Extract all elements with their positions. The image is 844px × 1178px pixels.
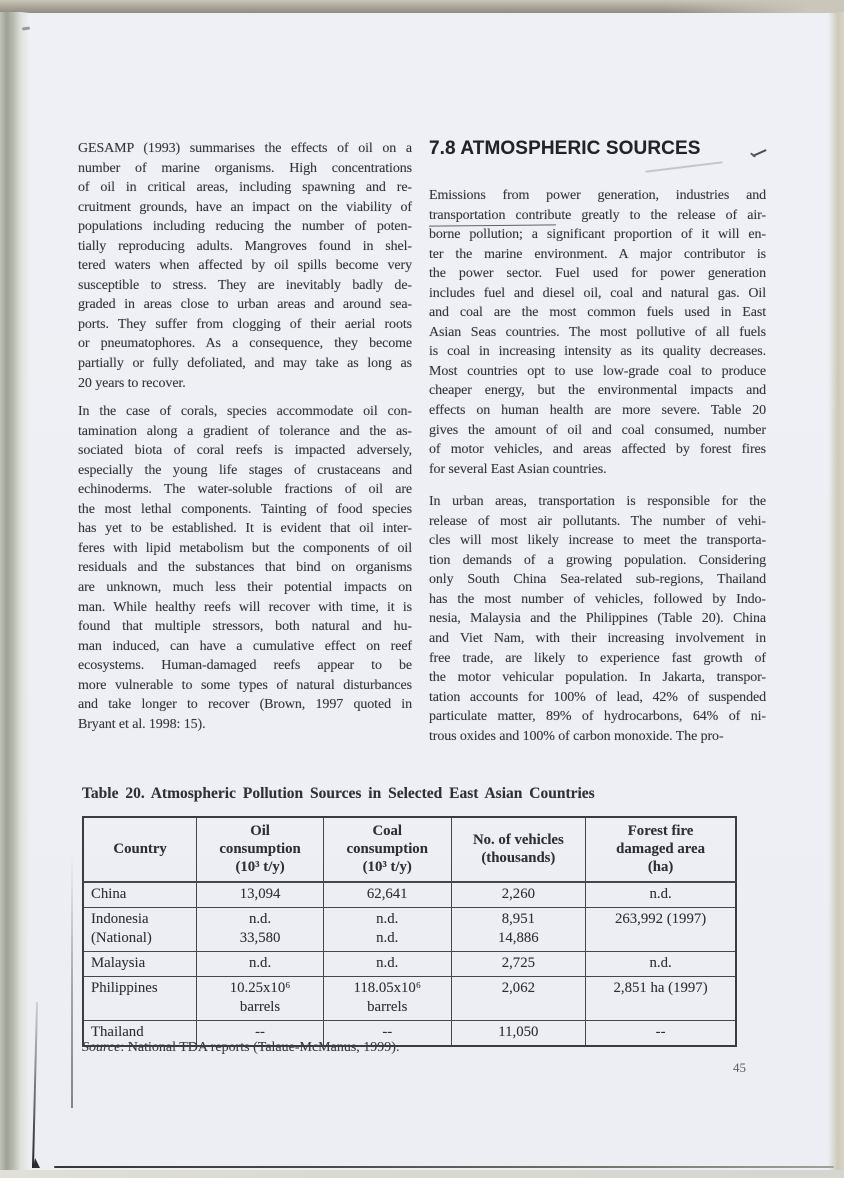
text-line: borne pollution; a significant proportion of it will en- bbox=[429, 227, 766, 243]
cell-line: n.d. bbox=[376, 955, 399, 972]
text-line: especially the young life stages of crustaceans and bbox=[78, 462, 412, 478]
page-right-edge-shadow bbox=[828, 12, 844, 1170]
text-line: In the case of corals, species accommodate oil con- bbox=[78, 404, 412, 420]
cell-line: 10.25x10⁶ bbox=[229, 980, 291, 997]
cell-line: n.d. bbox=[248, 911, 272, 928]
country-cell bbox=[83, 907, 197, 951]
text-line: of motor vehicles, and areas affected by forest fires bbox=[429, 442, 766, 458]
table-container bbox=[82, 816, 737, 1047]
cell-line: Malaysia bbox=[91, 955, 146, 972]
table-source-note bbox=[82, 1040, 399, 1056]
text-line: or pneumatophores. As a consequence, they become bbox=[78, 336, 412, 352]
cell-line: barrels bbox=[367, 999, 408, 1016]
source-label: Source bbox=[82, 1040, 121, 1055]
text-line: feres with lipid metabolism but the components of oil bbox=[78, 540, 412, 556]
text-line: the most lethal components. Tainting of food species bbox=[78, 501, 412, 517]
table-row bbox=[83, 907, 736, 951]
paragraph bbox=[78, 402, 412, 734]
paragraph bbox=[429, 186, 766, 479]
text-line: ter the marine environment. A major contributor is bbox=[429, 246, 766, 262]
table-header-row bbox=[83, 817, 736, 882]
text-line: and coal are the most common fuels used in East bbox=[429, 305, 766, 321]
text-line: has the most number of vehicles, followed by Indo- bbox=[429, 591, 766, 607]
text-line: particulate matter, 89% of hydrocarbons, 64% of ni- bbox=[429, 709, 766, 725]
value-cell bbox=[586, 907, 736, 951]
text-line: Emissions from power generation, industries and bbox=[429, 188, 766, 203]
column-header bbox=[323, 817, 451, 882]
text-line: ecosystems. Human-damaged reefs appear to be bbox=[78, 658, 412, 674]
value-cell bbox=[451, 1020, 586, 1046]
column-header bbox=[451, 817, 586, 882]
paragraph bbox=[78, 139, 412, 393]
cell-line: 14,886 bbox=[498, 930, 539, 947]
text-line: populations including reducing the number of poten- bbox=[78, 219, 412, 235]
text-line: cles will most likely increase to meet the transporta- bbox=[429, 533, 766, 549]
cell-line: (10³ t/y) bbox=[235, 859, 285, 876]
table-row bbox=[83, 976, 736, 1020]
cell-line: 33,580 bbox=[239, 930, 281, 947]
value-cell bbox=[451, 976, 586, 1020]
text-line: the motor vehicular population. In Jakarta, transpor- bbox=[429, 670, 766, 686]
text-line: release of most air pollutants. The number of vehi- bbox=[429, 513, 766, 529]
text-line: nesia, Malaysia and the Philippines (Table 20). China bbox=[429, 611, 766, 627]
pollution-sources-table bbox=[82, 816, 737, 1047]
cell-line: 8,951 bbox=[501, 911, 535, 928]
text-line: In urban areas, transportation is responsible for the bbox=[429, 494, 766, 510]
text-line: is coal in increasing intensity as its quality decreases. bbox=[429, 344, 766, 360]
value-cell bbox=[323, 951, 451, 976]
country-cell bbox=[83, 976, 197, 1020]
text-line: of oil in critical areas, including spawning and re- bbox=[78, 180, 412, 196]
section-heading: 7.8 ATMOSPHERIC SOURCES bbox=[429, 138, 701, 159]
value-cell bbox=[197, 951, 324, 976]
cell-line: (thousands) bbox=[481, 850, 556, 867]
cell-line: Philippines bbox=[91, 980, 158, 997]
cell-line: China bbox=[91, 886, 127, 903]
text-line: ports. They suffer from clogging of their aerial roots bbox=[78, 316, 412, 332]
cell-line: (National) bbox=[91, 930, 152, 947]
cell-line: barrels bbox=[239, 999, 281, 1016]
text-line: effects on human health are more severe. Table 20 bbox=[429, 403, 766, 419]
value-cell bbox=[323, 907, 451, 951]
text-line: tamination along a gradient of tolerance and the as- bbox=[78, 423, 412, 439]
text-line: Asian Seas countries. The most pollutive of all fuels bbox=[429, 324, 766, 340]
cell-line: damaged area bbox=[616, 841, 706, 858]
text-line: cruitment grounds, have an impact on the viability of bbox=[78, 199, 412, 215]
cell-line: n.d. bbox=[649, 886, 672, 903]
text-line: residuals and the substances that bind on organisms bbox=[78, 560, 412, 576]
cell-line: -- bbox=[655, 1024, 666, 1041]
cell-line: -- bbox=[382, 1024, 393, 1041]
text-line: more vulnerable to some types of natural disturbances bbox=[78, 677, 412, 693]
cell-line: Indonesia bbox=[91, 911, 149, 928]
column-header bbox=[586, 817, 736, 882]
text-line: tially reproducing adults. Mangroves found in shel- bbox=[78, 238, 412, 254]
text-line: and take longer to recover (Brown, 1997 quoted in bbox=[78, 697, 412, 713]
text-line: and Viet Nam, with their increasing involvement in bbox=[429, 631, 766, 647]
text-line: tation accounts for 100% of lead, 42% of suspended bbox=[429, 689, 766, 705]
value-cell bbox=[451, 951, 586, 976]
text-line: cheaper energy, but the environmental impacts and bbox=[429, 383, 766, 399]
value-cell bbox=[451, 907, 586, 951]
text-line: GESAMP (1993) summarises the effects of oil on a bbox=[78, 141, 412, 156]
value-cell bbox=[586, 951, 736, 976]
text-line: susceptible to stress. They are inevitably badly de- bbox=[78, 277, 412, 293]
text-line: are unknown, much less their potential impacts on bbox=[78, 580, 412, 596]
cell-line: Country bbox=[113, 841, 167, 858]
cell-line: 2,851 ha (1997) bbox=[613, 980, 708, 997]
text-line: Most countries opt to use low-grade coal to produce bbox=[429, 363, 766, 379]
text-line: found that multiple stressors, both natural and hu- bbox=[78, 619, 412, 635]
pen-mark-icon bbox=[750, 147, 768, 159]
right-column bbox=[429, 138, 766, 746]
cell-line: n.d. bbox=[248, 955, 272, 972]
column-header bbox=[197, 817, 324, 882]
text-line: includes fuel and diesel oil, coal and natural gas. Oil bbox=[429, 285, 766, 301]
text-line: echinoderms. The water-soluble fractions of oil are bbox=[78, 482, 412, 498]
cell-line: 2,725 bbox=[501, 955, 535, 972]
text-line: free trade, are likely to experience fast growth of bbox=[429, 650, 766, 666]
value-cell bbox=[323, 976, 451, 1020]
cell-line: consumption bbox=[219, 841, 301, 858]
cell-line: No. of vehicles bbox=[472, 832, 564, 849]
text-line: Bryant et al. 1998: 15). bbox=[78, 716, 206, 732]
scanner-bottom-strip bbox=[0, 1170, 844, 1178]
table-caption: Table 20. Atmospheric Pollution Sources in Selected East Asian Countries bbox=[82, 785, 595, 802]
cell-line: 118.05x10⁶ bbox=[353, 980, 421, 997]
text-line: transportation contribute greatly to the release of air- bbox=[429, 207, 766, 223]
cell-line: n.d. bbox=[376, 911, 399, 928]
country-cell bbox=[83, 882, 197, 908]
value-cell bbox=[586, 1020, 736, 1046]
paragraph bbox=[429, 492, 766, 746]
cell-line: Oil bbox=[250, 823, 270, 839]
text-line: number of marine organisms. High concentrations bbox=[78, 160, 412, 176]
table-row bbox=[83, 951, 736, 976]
cell-line: n.d. bbox=[376, 930, 399, 947]
text-line: tion demands of a growing population. Considering bbox=[429, 552, 766, 568]
text-line: man. While healthy reefs will recover with time, it is bbox=[78, 599, 412, 615]
value-cell bbox=[197, 907, 324, 951]
text-line: tered waters when affected by oil spills become very bbox=[78, 258, 412, 274]
text-line: trous oxides and 100% of carbon monoxide. The pro- bbox=[429, 728, 724, 744]
value-cell bbox=[586, 882, 736, 908]
page-left-edge-shadow bbox=[0, 12, 30, 1170]
cell-line: 2,062 bbox=[501, 980, 535, 997]
cell-line: Forest fire bbox=[627, 823, 694, 839]
text-line: has yet to be established. It is evident that oil inter- bbox=[78, 521, 412, 537]
cell-line: consumption bbox=[346, 841, 428, 858]
cell-line: Coal bbox=[372, 823, 403, 839]
text-line: partially or fully defoliated, and may take as long as bbox=[78, 356, 412, 372]
cell-line: Thailand bbox=[91, 1024, 144, 1041]
scanner-top-band-highlight bbox=[664, 0, 844, 13]
left-column bbox=[78, 139, 412, 734]
cell-line: n.d. bbox=[649, 955, 672, 972]
country-cell bbox=[83, 951, 197, 976]
cell-line: (10³ t/y) bbox=[362, 859, 412, 876]
cell-line: 62,641 bbox=[366, 886, 408, 903]
text-line: graded in areas close to urban areas and around sea- bbox=[78, 297, 412, 313]
value-cell bbox=[586, 976, 736, 1020]
cell-line: 2,260 bbox=[501, 886, 535, 903]
source-text: : National TDA reports (Talaue-McManus, 1999). bbox=[120, 1040, 400, 1055]
text-line: sociated biota of coral reefs is impacted adversely, bbox=[78, 443, 412, 459]
text-line: 20 years to recover. bbox=[78, 375, 186, 391]
table-row bbox=[83, 882, 736, 908]
text-line: man induced, can have a cumulative effect on reef bbox=[78, 638, 412, 654]
page-number: 45 bbox=[733, 1060, 746, 1075]
text-line: the power sector. Fuel used for power generation bbox=[429, 266, 766, 282]
value-cell bbox=[197, 882, 324, 908]
text-line: for several East Asian countries. bbox=[429, 461, 607, 477]
text-line: gives the amount of oil and coal consumed, number bbox=[429, 422, 766, 438]
cell-line: (ha) bbox=[647, 859, 674, 876]
cell-line: 263,992 (1997) bbox=[614, 911, 707, 928]
text-line: only South China Sea-related sub-regions, Thailand bbox=[429, 572, 766, 588]
page-crease-line-upper bbox=[71, 856, 73, 1108]
column-header bbox=[83, 817, 197, 882]
cell-line: 11,050 bbox=[498, 1024, 539, 1041]
value-cell bbox=[451, 882, 586, 908]
value-cell bbox=[323, 882, 451, 908]
cell-line: -- bbox=[255, 1024, 265, 1041]
cell-line: 13,094 bbox=[239, 886, 281, 903]
value-cell bbox=[197, 976, 324, 1020]
